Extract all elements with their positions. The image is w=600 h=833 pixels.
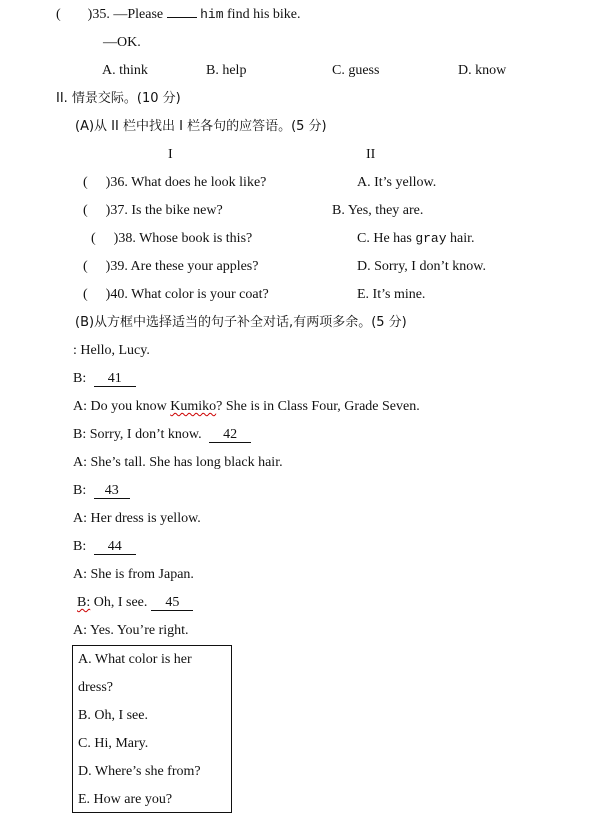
box-option-e: E. How are you? (78, 792, 173, 807)
answer-c-tail: hair. (446, 231, 475, 246)
q35-option-a: A. think (102, 63, 148, 78)
dialogue-1-text: : Hello, Lucy. (73, 343, 150, 358)
column-header-ii: II (366, 147, 376, 162)
dialogue-3-name: Kumiko (170, 399, 217, 414)
question-38 (91, 230, 252, 248)
q35-text-before: —Please (113, 7, 164, 22)
dialogue-8-speaker: B: (73, 539, 90, 554)
question-39 (83, 258, 258, 276)
blank-43: 43 (94, 483, 130, 499)
q37-paren: ( (83, 203, 88, 218)
q35-option-b: B. help (206, 63, 247, 78)
box-option-c: C. Hi, Mary. (78, 736, 149, 751)
answer-d-text: D. Sorry, I don’t know. (357, 259, 486, 274)
dialogue-line-7 (73, 510, 201, 528)
q38-text: )38. Whose book is this? (113, 231, 253, 246)
q36-paren: ( (83, 175, 88, 190)
dialogue-6-speaker: B: (73, 483, 90, 498)
q35-blank (167, 17, 197, 18)
dialogue-line-6 (73, 482, 130, 500)
q39-paren: ( (83, 259, 88, 274)
q35-line (56, 6, 301, 24)
answer-a-text: A. It’s yellow. (357, 175, 437, 190)
dialogue-line-9 (73, 566, 194, 584)
box-option-a-line-2: dress? (78, 680, 113, 695)
dialogue-line-3 (73, 398, 420, 416)
dialogue-line-2 (73, 370, 136, 388)
answer-d (357, 258, 486, 276)
dialogue-line-10 (77, 594, 193, 612)
dialogue-9-text: A: She is from Japan. (73, 567, 194, 582)
dialogue-5-text: A: She’s tall. She has long black hair. (73, 455, 283, 470)
column-header-i: I (168, 147, 173, 162)
answer-a (357, 174, 436, 192)
answer-c-text: C. He has (357, 231, 416, 246)
blank-42: 42 (209, 427, 251, 443)
dialogue-7-text: A: Her dress is yellow. (73, 511, 201, 526)
dialogue-line-5 (73, 454, 283, 472)
options-box (72, 645, 232, 813)
answer-c (357, 230, 475, 248)
answer-b-text: B. Yes, they are. (332, 203, 424, 218)
answer-e (357, 286, 425, 304)
question-37 (83, 202, 223, 220)
section-heading: II. 情景交际。(10 分) (56, 91, 181, 106)
dialogue-line-8 (73, 538, 136, 556)
blank-44: 44 (94, 539, 136, 555)
dialogue-4-text: B: Sorry, I don’t know. (73, 427, 206, 442)
dialogue-3-text: A: Do you know (73, 399, 171, 414)
q35-option-c: C. guess (332, 63, 380, 78)
q37-text: )37. Is the bike new? (105, 203, 223, 218)
dialogue-line-1 (73, 342, 150, 360)
blank-41: 41 (94, 371, 136, 387)
q40-text: )40. What color is your coat? (105, 287, 269, 302)
dialogue-3-tail: ? She is in Class Four, Grade Seven. (216, 399, 420, 414)
q35-option-d: D. know (458, 63, 507, 78)
box-option-b: B. Oh, I see. (78, 708, 148, 723)
q39-text: )39. Are these your apples? (105, 259, 259, 274)
q35-text-after: find his bike. (227, 7, 301, 22)
answer-b (332, 202, 423, 220)
dialogue-11-text: A: Yes. You’re right. (73, 623, 189, 638)
part-b-instruction: (B)从方框中选择适当的句子补全对话,有两项多余。(5 分) (75, 315, 407, 330)
q35-mono-word: him (200, 7, 224, 22)
dialogue-10-speaker: B: (77, 595, 91, 610)
q35-number: )35. (87, 7, 110, 22)
q36-text: )36. What does he look like? (105, 175, 267, 190)
box-option-a-line-1: A. What color is her (78, 652, 192, 667)
q35-reply: —OK. (103, 35, 141, 50)
q35-paren: ( (56, 7, 61, 22)
box-option-d: D. Where’s she from? (78, 764, 201, 779)
dialogue-line-11 (73, 622, 189, 640)
answer-c-mono-word: gray (415, 231, 447, 246)
blank-45: 45 (151, 595, 193, 611)
dialogue-2-speaker: B: (73, 371, 90, 386)
dialogue-line-4 (73, 426, 251, 444)
part-a-instruction: (A)从 II 栏中找出 I 栏各句的应答语。(5 分) (75, 119, 327, 134)
q38-paren: ( (91, 231, 96, 246)
q40-paren: ( (83, 287, 88, 302)
question-36 (83, 174, 266, 192)
question-40 (83, 286, 269, 304)
dialogue-10-text: Oh, I see. (90, 595, 148, 610)
answer-e-text: E. It’s mine. (357, 287, 426, 302)
